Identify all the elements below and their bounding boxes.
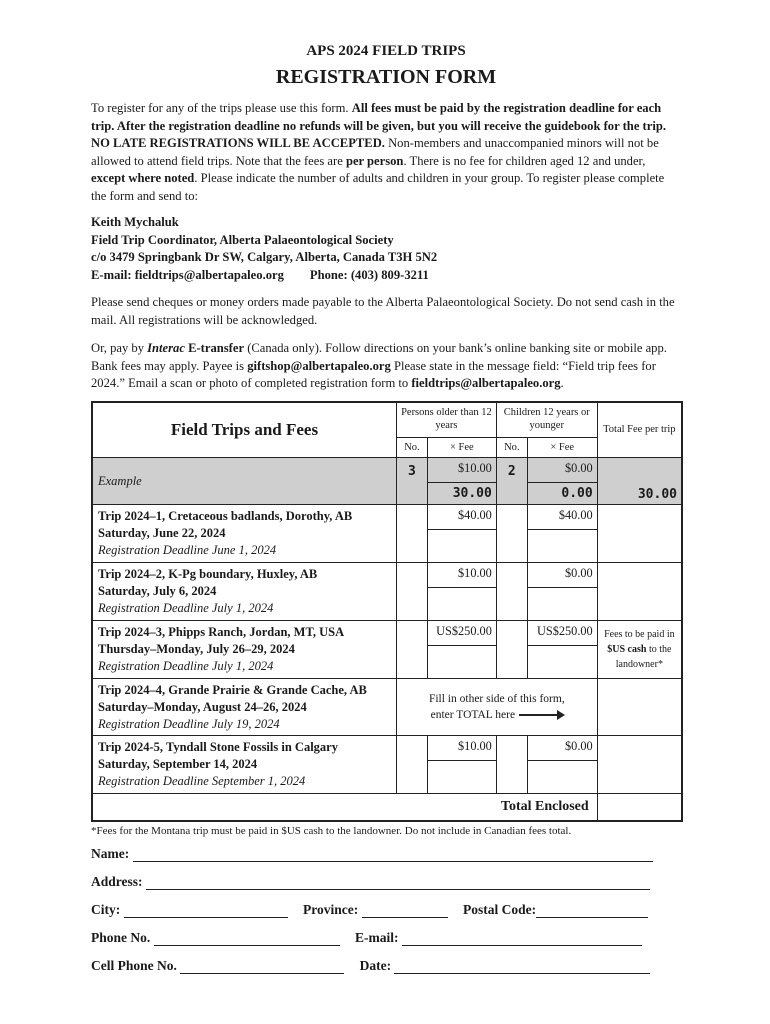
city-line	[91, 902, 648, 918]
province-label: Province:	[303, 902, 359, 917]
name-line	[91, 846, 653, 862]
phone-line	[91, 930, 642, 946]
header-adult-no: No.	[397, 438, 428, 458]
trip-1-adult-subtotal-field[interactable]	[427, 530, 496, 563]
example-adult-count: 3	[397, 458, 428, 505]
form-title: REGISTRATION FORM	[275, 66, 497, 88]
trip-3-adult-subtotal-field[interactable]	[427, 646, 496, 679]
trip-1-child-count-field[interactable]	[496, 505, 527, 563]
trip-2-total-field[interactable]	[597, 563, 682, 621]
trip-4-total-field[interactable]	[597, 679, 682, 736]
header-adults: Persons older than 12 years	[397, 402, 497, 438]
date-label: Date:	[359, 958, 392, 973]
header-children: Children 12 years or younger	[496, 402, 597, 438]
name-input[interactable]	[133, 847, 653, 862]
table-row	[92, 736, 682, 761]
field-trips-table	[91, 401, 683, 822]
example-adult-fee: $10.00	[427, 458, 496, 483]
phone-label: Phone No.	[91, 930, 151, 945]
example-total: 30.00	[597, 458, 682, 505]
postal-code-input[interactable]	[536, 903, 648, 918]
header-child-no: No.	[496, 438, 527, 458]
header-total-fee: Total Fee per trip	[597, 402, 682, 458]
trip-5-adult-fee: $10.00	[427, 736, 496, 761]
example-child-subtotal: 0.00	[527, 483, 597, 505]
header-field-trips: Field Trips and Fees	[92, 402, 397, 458]
trip-1-description: Trip 2024–1, Cretaceous badlands, Dorothy, AB Saturday, June 22, 2024 Registration Deadline June 1, 2024	[92, 505, 397, 563]
example-child-fee: $0.00	[527, 458, 597, 483]
etransfer-paragraph: Or, pay by Interac E-transfer (Canada only). Follow directions on your bank’s online banking site or mobile app. Bank fees may apply. Payee is giftshop@albertapaleo.org Please state in the message field: “Field trip fees for 2024.” Email a scan or photo of completed registration form to fieldtrips@albertapaleo.org.	[91, 341, 667, 391]
trip-1-total-field[interactable]	[597, 505, 682, 563]
contact-block	[91, 214, 681, 284]
trip-2-child-count-field[interactable]	[496, 563, 527, 621]
address-line	[91, 874, 650, 890]
trip-5-child-fee: $0.00	[527, 736, 597, 761]
cell-phone-label: Cell Phone No.	[91, 958, 177, 973]
trip-2-child-fee: $0.00	[527, 563, 597, 588]
address-input[interactable]	[146, 875, 650, 890]
trip-3-us-cash-note: Fees to be paid in $US cash to the landowner*	[597, 621, 682, 679]
total-enclosed-field[interactable]	[597, 794, 682, 822]
trip-2-adult-count-field[interactable]	[397, 563, 428, 621]
trip-4-fill-note: Fill in other side of this form, enter TOTAL here	[397, 679, 598, 736]
trip-5-adult-count-field[interactable]	[397, 736, 428, 794]
arrow-right-icon	[519, 714, 563, 716]
trip-2-description: Trip 2024–2, K-Pg boundary, Huxley, AB Saturday, July 6, 2024 Registration Deadline July 1, 2024	[92, 563, 397, 621]
province-input[interactable]	[362, 903, 448, 918]
header-adult-fee: × Fee	[427, 438, 496, 458]
trip-5-total-field[interactable]	[597, 736, 682, 794]
total-enclosed-label: Total Enclosed	[92, 794, 597, 822]
name-label: Name:	[91, 846, 130, 861]
intro-paragraph: To register for any of the trips please use this form. All fees must be paid by the registration deadline for each trip. After the registration deadline no refunds will be given, but you will receive the guidebook for the trip. NO LATE REGISTRATIONS WILL BE ACCEPTED. Non-members and unaccompanied minors will not be allowed to attend field trips. Note that the fees are per person. There is no fee for children aged 12 and under, except where noted. Please indicate the number of adults and children in your group. To register please complete the form and send to:	[91, 101, 666, 203]
address-label: Address:	[91, 874, 143, 889]
city-input[interactable]	[124, 903, 288, 918]
header-child-fee: × Fee	[527, 438, 597, 458]
city-label: City:	[91, 902, 121, 917]
date-input[interactable]	[394, 959, 650, 974]
example-label: Example	[92, 458, 397, 505]
trip-3-child-subtotal-field[interactable]	[527, 646, 597, 679]
montana-footnote: *Fees for the Montana trip must be paid in $US cash to the landowner. Do not include in Canadian fees total.	[91, 825, 572, 837]
email-label: E-mail:	[355, 930, 399, 945]
example-adult-subtotal: 30.00	[427, 483, 496, 505]
contact-role: Field Trip Coordinator, Alberta Palaeontological Society	[91, 232, 394, 247]
cheques-paragraph: Please send cheques or money orders made payable to the Alberta Palaeontological Society. Do not send cash in the mail. All registrations will be acknowledged.	[91, 295, 675, 327]
trip-5-child-subtotal-field[interactable]	[527, 761, 597, 794]
table-row	[92, 621, 682, 646]
trip-1-child-subtotal-field[interactable]	[527, 530, 597, 563]
trip-2-adult-fee: $10.00	[427, 563, 496, 588]
cell-phone-input[interactable]	[180, 959, 344, 974]
trip-2-child-subtotal-field[interactable]	[527, 588, 597, 621]
trip-3-adult-fee: US$250.00	[427, 621, 496, 646]
contact-name: Keith Mychaluk	[91, 215, 179, 229]
trip-5-adult-subtotal-field[interactable]	[427, 761, 496, 794]
trip-5-child-count-field[interactable]	[496, 736, 527, 794]
table-row	[92, 679, 682, 736]
phone-input[interactable]	[154, 931, 340, 946]
contact-email: E-mail: fieldtrips@albertapaleo.org	[91, 267, 284, 282]
table-row	[92, 563, 682, 588]
postal-code-label: Postal Code:	[462, 902, 537, 917]
page-title: APS 2024 FIELD TRIPS	[306, 43, 466, 59]
trip-5-description: Trip 2024-5, Tyndall Stone Fossils in Calgary Saturday, September 14, 2024 Registration Deadline September 1, 2024	[92, 736, 397, 794]
table-row	[92, 505, 682, 530]
trip-4-description: Trip 2024–4, Grande Prairie & Grande Cache, AB Saturday–Monday, August 24–26, 2024 Registration Deadline July 19, 2024	[92, 679, 397, 736]
trip-1-child-fee: $40.00	[527, 505, 597, 530]
trip-2-adult-subtotal-field[interactable]	[427, 588, 496, 621]
example-child-count: 2	[496, 458, 527, 505]
trip-3-description: Trip 2024–3, Phipps Ranch, Jordan, MT, USA Thursday–Monday, July 26–29, 2024 Registration Deadline July 1, 2024	[92, 621, 397, 679]
trip-3-child-count-field[interactable]	[496, 621, 527, 679]
trip-3-adult-count-field[interactable]	[397, 621, 428, 679]
email-input[interactable]	[402, 931, 642, 946]
trip-3-child-fee: US$250.00	[527, 621, 597, 646]
contact-phone: Phone: (403) 809-3211	[309, 267, 429, 282]
trip-1-adult-fee: $40.00	[427, 505, 496, 530]
cell-line	[91, 958, 650, 974]
contact-address: c/o 3479 Springbank Dr SW, Calgary, Alberta, Canada T3H 5N2	[91, 250, 438, 265]
trip-1-adult-count-field[interactable]	[397, 505, 428, 563]
